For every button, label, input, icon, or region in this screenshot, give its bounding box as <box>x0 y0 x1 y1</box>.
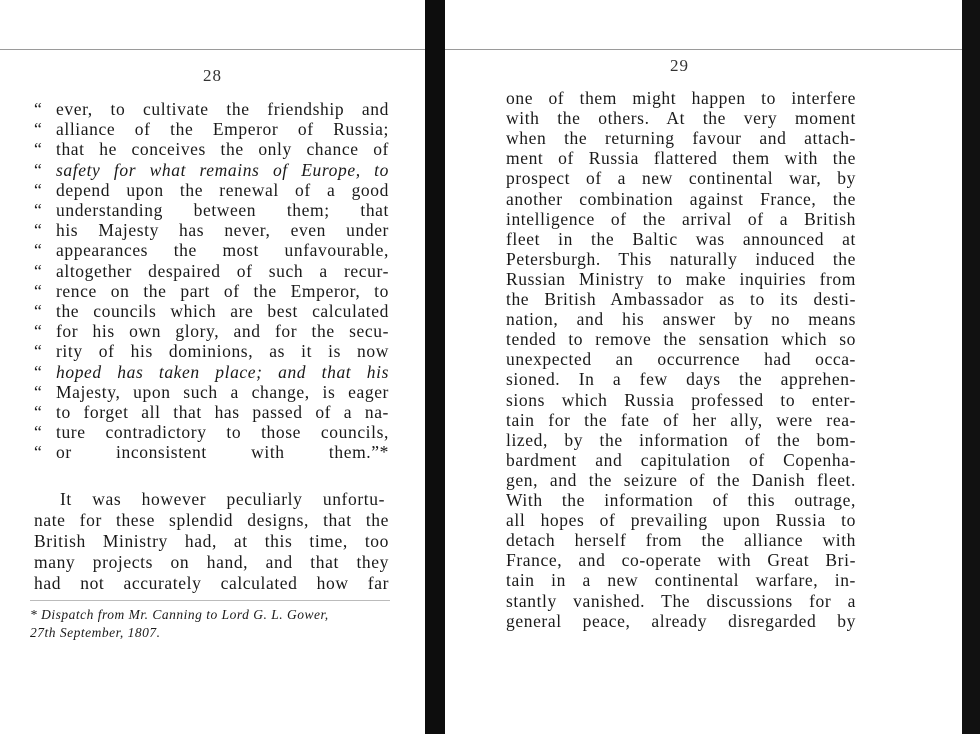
body-line: With the information of this outrage, <box>506 490 856 510</box>
quote-mark: “ <box>34 240 43 261</box>
body-line: nation, and his answer by no means <box>506 309 856 330</box>
body-line: general peace, already disregarded by <box>506 610 856 631</box>
quote-line <box>34 119 389 139</box>
quote-line <box>34 402 389 422</box>
quote-text: understanding between them; that <box>56 200 389 220</box>
quote-text: for his own glory, and for the secu- <box>56 321 389 342</box>
page-edge <box>962 0 980 734</box>
quote-mark: “ <box>34 381 43 402</box>
quote-mark: “ <box>34 301 43 321</box>
body-line: tended to remove the sensation which so <box>506 329 856 350</box>
quote-mark: “ <box>34 119 43 140</box>
page-number-left: 28 <box>203 66 222 85</box>
book-spine <box>425 0 445 734</box>
body-line: prospect of a new continental war, by <box>506 168 856 189</box>
scan-line-left <box>0 49 425 50</box>
footnote-line: 27th September, 1807. <box>30 625 161 640</box>
paragraph-line: many projects on hand, and that they <box>34 552 389 572</box>
quote-line <box>34 341 389 361</box>
body-line: sions which Russia professed to enter- <box>506 389 856 410</box>
body-line: the British Ambassador as to its desti- <box>506 289 856 309</box>
body-line: detach herself from the alliance with <box>506 530 856 551</box>
body-line: intelligence of the arrival of a British <box>506 208 856 229</box>
quote-mark: “ <box>34 442 43 463</box>
quote-text: Majesty, upon such a change, is eager <box>56 381 389 402</box>
scan-line-right <box>445 49 962 50</box>
quote-mark: “ <box>34 361 43 382</box>
quote-mark: “ <box>34 139 43 160</box>
quote-mark: “ <box>34 179 43 200</box>
body-line: stantly vanished. The discussions for a <box>506 590 856 611</box>
quote-text: rence on the part of the Emperor, to <box>56 280 389 301</box>
quote-text: hoped has taken place; and that his <box>56 361 389 382</box>
quote-line <box>34 382 389 402</box>
quote-text: the councils which are best calculated <box>56 301 389 321</box>
quote-text: ture contradictory to those councils, <box>56 422 389 443</box>
quote-line <box>34 301 389 321</box>
quote-text: appearances the most unfavourable, <box>56 240 389 261</box>
paragraph-line: nate for these splendid designs, that the <box>34 510 389 530</box>
quote-line <box>34 281 389 301</box>
quote-line <box>34 139 389 159</box>
body-line: Russian Ministry to make inquiries from <box>506 268 856 289</box>
quote-text: alliance of the Emperor of Russia; <box>56 119 389 140</box>
body-line: with the others. At the very moment <box>506 108 856 129</box>
body-line: when the returning favour and attach- <box>506 128 856 149</box>
quote-text: safety for what remains of Europe, to <box>56 159 389 180</box>
quote-line <box>34 160 389 180</box>
quote-line <box>34 261 389 281</box>
body-line: ment of Russia flattered them with the <box>506 148 856 169</box>
quote-line <box>34 321 389 341</box>
quote-mark: “ <box>34 200 43 220</box>
body-line: another combination against France, the <box>506 188 856 209</box>
body-line: France, and co-operate with Great Bri- <box>506 550 856 571</box>
body-line: tain for the fate of her ally, were rea- <box>506 409 856 430</box>
quote-mark: “ <box>34 99 43 119</box>
quote-mark: “ <box>34 402 43 422</box>
footnote-rule <box>30 600 390 601</box>
paragraph-line: British Ministry had, at this time, too <box>34 531 389 551</box>
quote-text: depend upon the renewal of a good <box>56 179 389 200</box>
body-line: bardment and capitulation of Copenha- <box>506 449 856 470</box>
quote-text: ever, to cultivate the friendship and <box>56 99 389 119</box>
quote-text: to forget all that has passed of a na- <box>56 402 389 422</box>
paragraph-line: had not accurately calculated how far <box>34 573 389 593</box>
quote-mark: “ <box>34 220 43 241</box>
quote-line <box>34 442 389 462</box>
quote-text: altogether despaired of such a recur- <box>56 260 389 281</box>
quote-text: or inconsistent with them.”* <box>56 442 389 463</box>
quote-mark: “ <box>34 341 43 362</box>
quote-line <box>34 362 389 382</box>
quote-mark: “ <box>34 260 43 281</box>
quote-mark: “ <box>34 159 43 180</box>
quote-mark: “ <box>34 280 43 301</box>
quote-line <box>34 180 389 200</box>
body-line: Petersburgh. This naturally induced the <box>506 248 856 269</box>
quote-line <box>34 422 389 442</box>
quote-line <box>34 99 389 119</box>
quote-text: his Majesty has never, even under <box>56 220 389 241</box>
body-line: lized, by the information of the bom- <box>506 429 856 450</box>
quote-text: rity of his dominions, as it is now <box>56 341 389 362</box>
paragraph-line: It was however peculiarly unfortu- <box>60 489 385 509</box>
quote-mark: “ <box>34 321 43 342</box>
body-line: gen, and the seizure of the Danish fleet. <box>506 469 856 490</box>
footnote-line: * Dispatch from Mr. Canning to Lord G. L. Gower, <box>30 607 329 622</box>
body-line: tain in a new continental warfare, in- <box>506 570 856 591</box>
body-line: one of them might happen to interfere <box>506 88 856 108</box>
body-line: fleet in the Baltic was announced at <box>506 228 856 249</box>
quote-mark: “ <box>34 422 43 443</box>
quote-line <box>34 220 389 240</box>
body-line: all hopes of prevailing upon Russia to <box>506 510 856 531</box>
body-line: sioned. In a few days the apprehen- <box>506 369 856 390</box>
page-number-right: 29 <box>670 56 689 75</box>
body-line: unexpected an occurrence had occa- <box>506 349 856 370</box>
quote-line <box>34 200 389 220</box>
quote-text: that he conceives the only chance of <box>56 139 389 160</box>
quote-line <box>34 240 389 260</box>
